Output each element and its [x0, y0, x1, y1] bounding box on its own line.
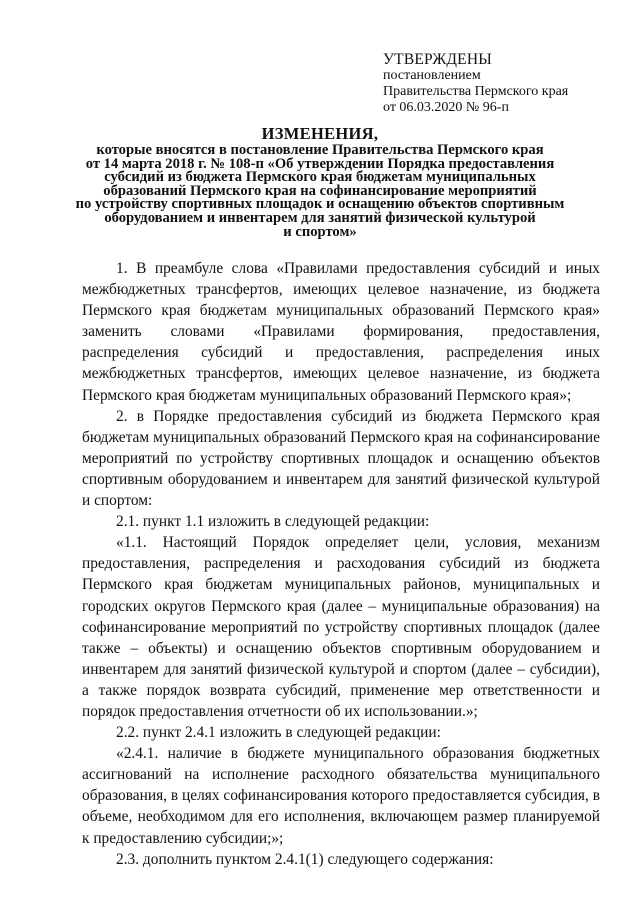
approval-line: от 06.03.2020 № 96-п	[383, 100, 509, 115]
subtitle-line: субсидий из бюджета Пермского края бюджетам муниципальных	[104, 169, 536, 186]
body-paragraph: 2.1. пункт 1.1 изложить в следующей редакции:	[116, 513, 430, 531]
body-paragraph: 2.3. дополнить пунктом 2.4.1(1) следующего содержания:	[116, 850, 494, 868]
subtitle-line: и спортом»	[283, 223, 357, 240]
subtitle-line: от 14 марта 2018 г. № 108-п «Об утверждении Порядка предоставления	[85, 155, 555, 172]
approval-line: постановлением	[383, 68, 481, 83]
document-subtitle	[70, 144, 570, 239]
approval-line: Правительства Пермского края	[383, 84, 569, 99]
document-title: ИЗМЕНЕНИЯ,	[261, 124, 379, 143]
subtitle-line: которые вносятся в постановление Правительства Пермского края	[96, 142, 544, 158]
subtitle-line: по устройству спортивных площадок и оснащению объектов спортивным	[75, 196, 565, 213]
body-paragraph: 1. В преамбуле слова «Правилами предоставления субсидий и иных межбюджетных трансфертов, имеющих целевое назначение, из бюджета Пермского края бюджетам муниципальных образований Пермского края» заменить словами «Правилами формирования, предоставления, распределения субсидий и предоставления, распределения иных межбюджетных трансфертов, имеющих целевое назначение, из бюджета Пермского края бюджетам муниципальных образований Пермского края»;	[82, 260, 600, 404]
body-paragraph: 2. в Порядке предоставления субсидий из бюджета Пермского края бюджетам муниципальных образований Пермского края на софинансирование мероприятий по устройству спортивных площадок и оснащению объектов спортивным оборудованием и инвентарем для занятий физической культурой и спортом:	[82, 407, 600, 510]
approval-heading: УТВЕРЖДЕНЫ	[383, 51, 492, 68]
subtitle-line: оборудованием и инвентарем для занятий физической культурой	[104, 209, 536, 226]
body-paragraph: «1.1. Настоящий Порядок определяет цели, условия, механизм предоставления, распределения и расходования субсидий из бюджета Пермского края бюджетам муниципальных районов, муниципальных и городских округов Пермского края (далее – муниципальные образования) на софинансирование мероприятий по устройству спортивных площадок (далее также – объекты) и оснащению объектов спортивным оборудованием и инвентарем для занятий физической культурой и спортом (далее – субсидии), а также порядок возврата субсидий, применение мер ответственности и порядок предоставления отчетности об их использовании.»;	[82, 534, 600, 720]
subtitle-line: образований Пермского края на софинансирование мероприятий	[103, 182, 537, 199]
document-body	[82, 258, 600, 870]
body-paragraph: 2.2. пункт 2.4.1 изложить в следующей редакции:	[116, 724, 441, 742]
approval-stamp	[383, 52, 613, 116]
body-paragraph: «2.4.1. наличие в бюджете муниципального образования бюджетных ассигнований на исполнение расходного обязательства муниципального образования, в целях софинансирования которого предоставляется субсидия, в объеме, необходимом для его исполнения, включающем размер планируемой к предоставлению субсидии;»;	[82, 745, 600, 847]
